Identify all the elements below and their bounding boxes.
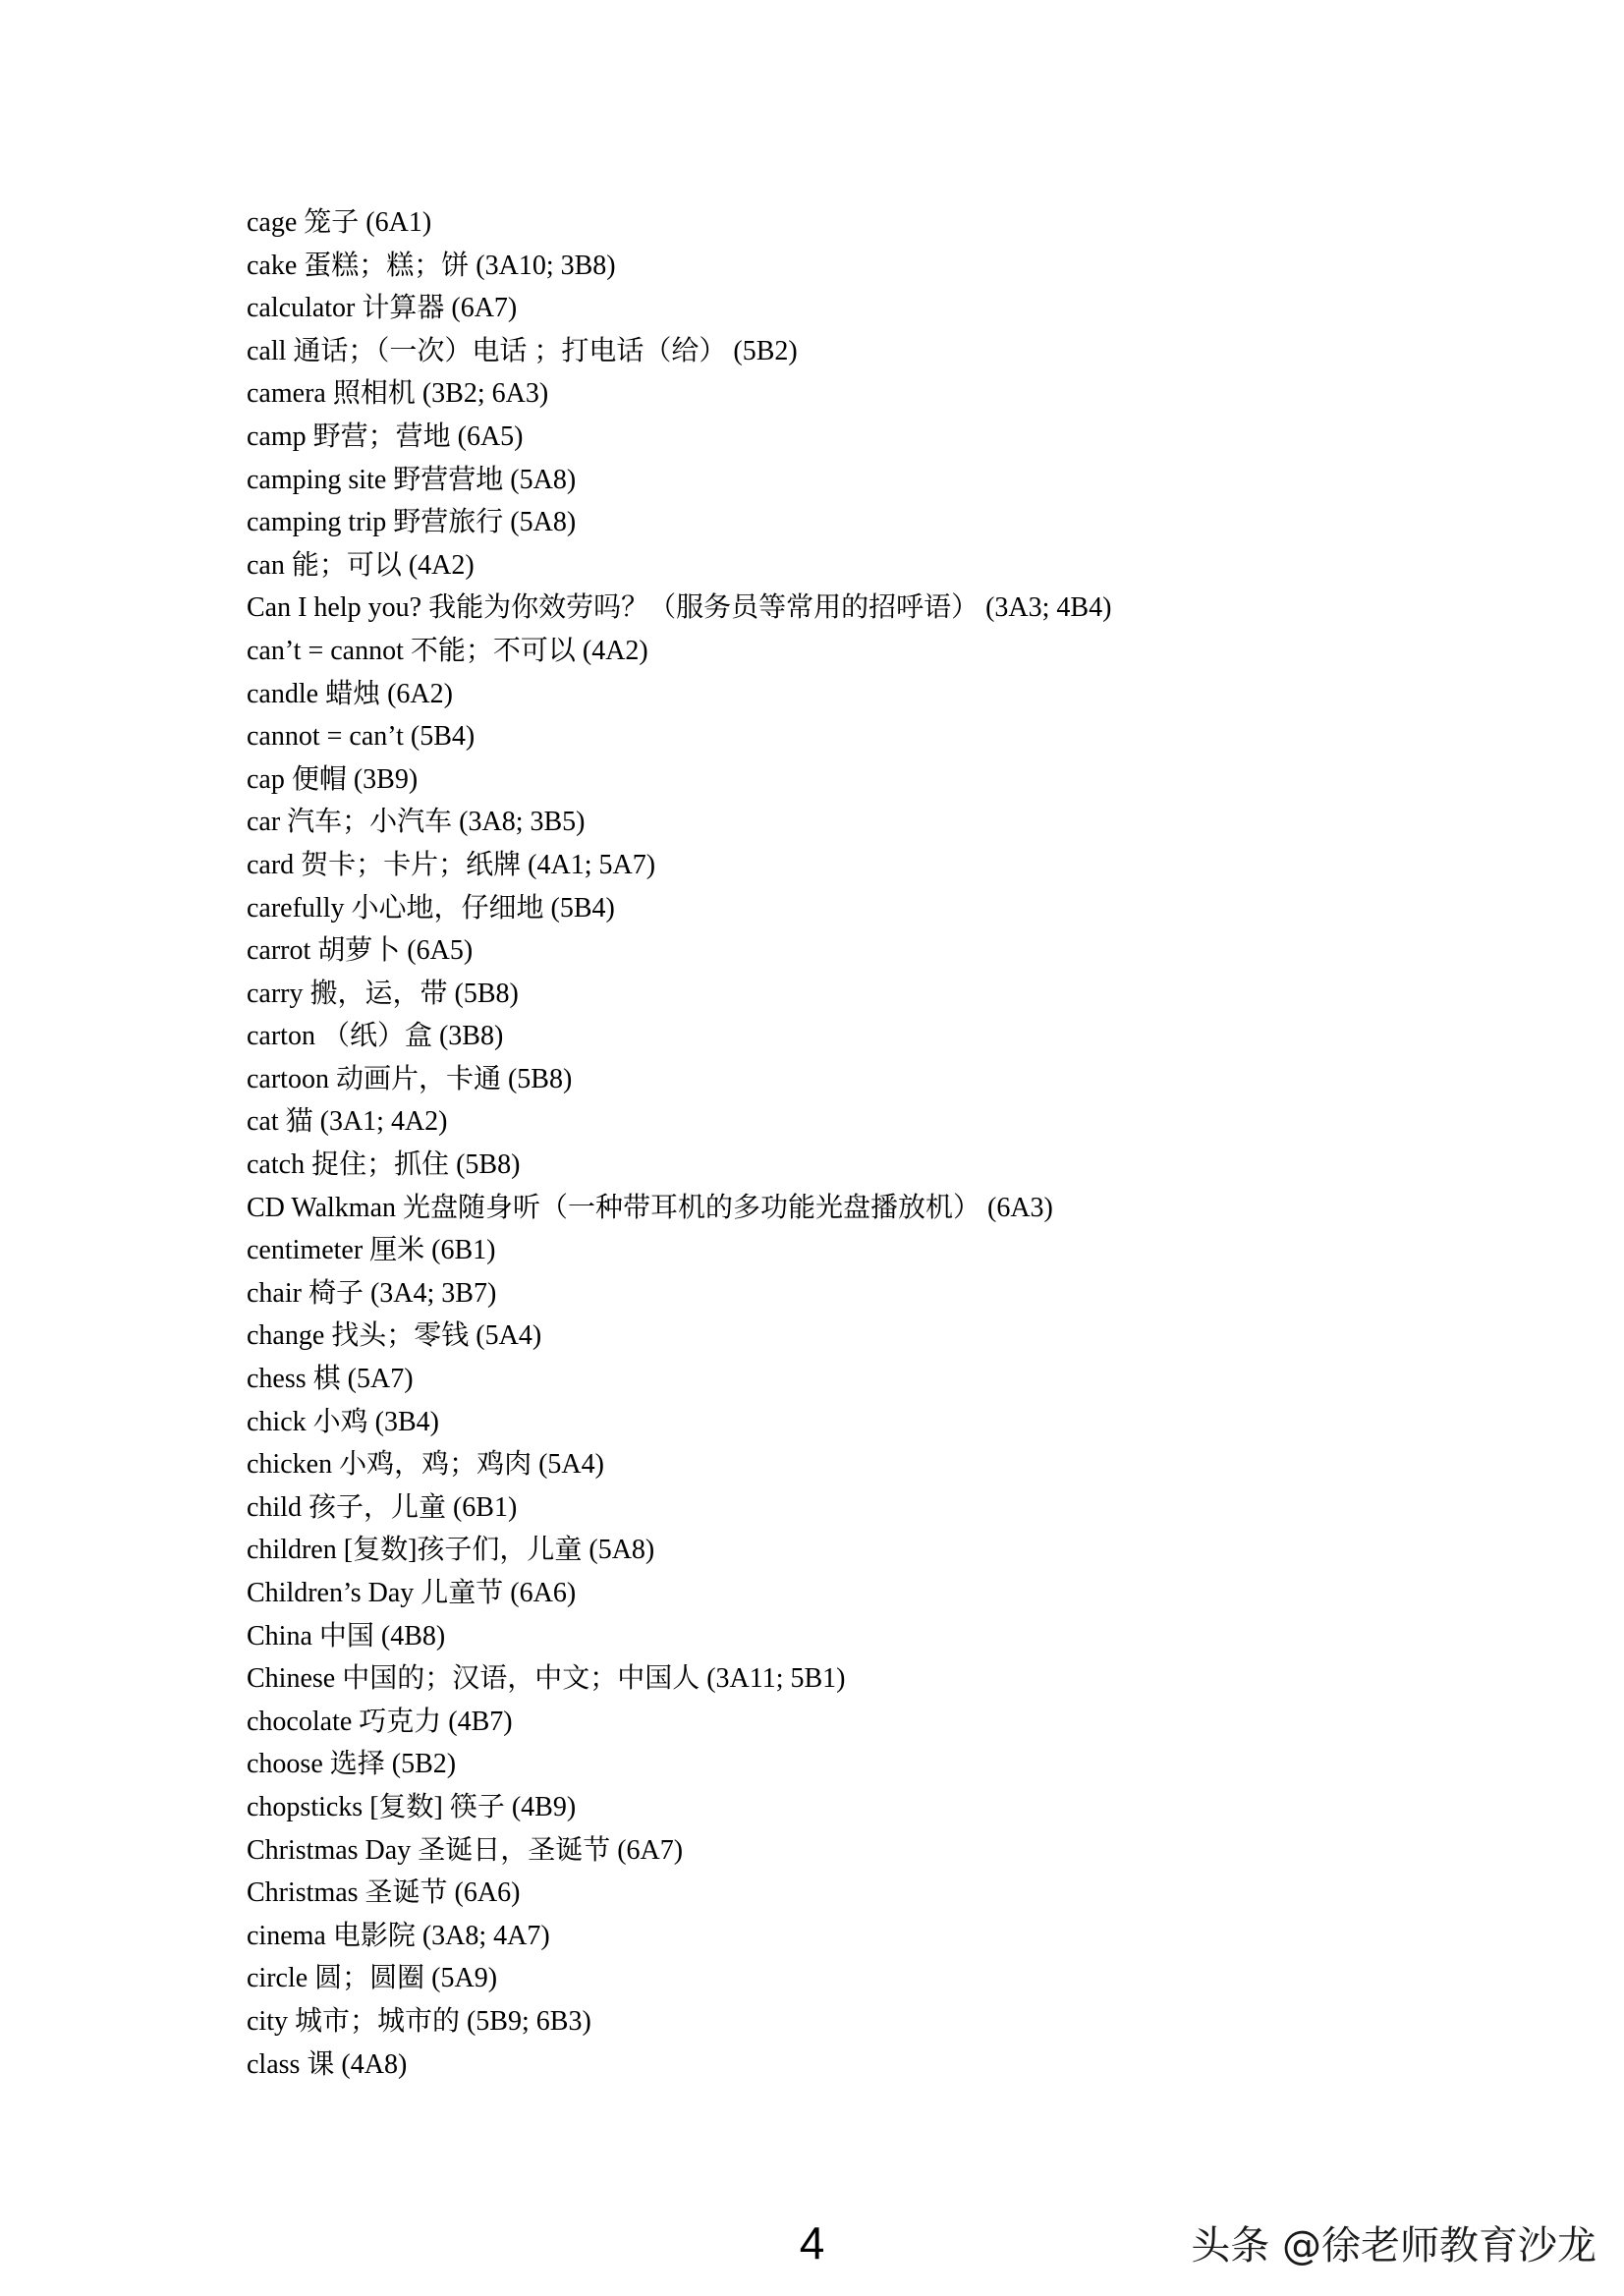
vocab-entry: cage 笼子 (6A1)	[247, 207, 432, 238]
vocab-entry: choose 选择 (5B2)	[247, 1749, 457, 1780]
vocab-entry: Chinese 中国的；汉语，中文；中国人 (3A11; 5B1)	[247, 1663, 846, 1695]
vocab-entry: camera 照相机 (3B2; 6A3)	[247, 378, 549, 410]
vocab-entry: CD Walkman 光盘随身听（一种带耳机的多功能光盘播放机） (6A3)	[247, 1192, 1053, 1223]
vocab-entry: cap 便帽 (3B9)	[247, 763, 419, 795]
vocab-entry: Children’s Day 儿童节 (6A6)	[247, 1578, 577, 1608]
vocab-entry: camp 野营；营地 (6A5)	[247, 420, 524, 452]
vocab-entry: cartoon 动画片，卡通 (5B8)	[247, 1063, 573, 1094]
vocab-entry: carefully 小心地，仔细地 (5B4)	[247, 892, 615, 924]
vocab-entry: centimeter 厘米 (6B1)	[247, 1235, 496, 1266]
vocab-entry: Christmas 圣诞节 (6A6)	[247, 1877, 521, 1909]
vocab-entry: class 课 (4A8)	[247, 2048, 408, 2080]
vocab-entry: Can I help you? 我能为你效劳吗？（服务员等常用的招呼语） (3A3; 4B4)	[247, 592, 1112, 624]
vocab-entry: camping site 野营营地 (5A8)	[247, 464, 577, 495]
vocab-entry: camping trip 野营旅行 (5A8)	[247, 507, 577, 538]
vocab-entry: China 中国 (4B8)	[247, 1620, 446, 1652]
vocab-entry: chopsticks [复数] 筷子 (4B9)	[247, 1791, 577, 1822]
vocab-entry: city 城市；城市的 (5B9; 6B3)	[247, 2005, 591, 2037]
vocab-entry: carton （纸）盒 (3B8)	[247, 1021, 504, 1052]
vocab-entry: chocolate 巧克力 (4B7)	[247, 1706, 513, 1737]
vocab-entry: candle 蜡烛 (6A2)	[247, 678, 453, 709]
vocab-entry: children [复数]孩子们，儿童 (5A8)	[247, 1535, 655, 1566]
vocab-entry: chess 棋 (5A7)	[247, 1364, 414, 1395]
vocab-entry: can’t = cannot 不能；不可以 (4A2)	[247, 635, 648, 666]
word-list	[247, 201, 1111, 2086]
vocab-entry: change 找头；零钱 (5A4)	[247, 1320, 542, 1352]
vocab-entry: chair 椅子 (3A4; 3B7)	[247, 1277, 497, 1309]
vocab-entry: Christmas Day 圣诞日，圣诞节 (6A7)	[247, 1834, 684, 1866]
vocab-entry: can 能；可以 (4A2)	[247, 549, 475, 581]
vocab-entry: cinema 电影院 (3A8; 4A7)	[247, 1920, 550, 1951]
vocab-entry: card 贺卡；卡片；纸牌 (4A1; 5A7)	[247, 849, 656, 880]
vocab-entry: car 汽车；小汽车 (3A8; 3B5)	[247, 807, 586, 838]
vocab-entry: carry 搬，运，带 (5B8)	[247, 978, 519, 1009]
vocab-entry: carrot 胡萝卜 (6A5)	[247, 935, 474, 967]
vocab-entry: child 孩子，儿童 (6B1)	[247, 1491, 518, 1523]
vocab-entry: circle 圆；圆圈 (5A9)	[247, 1963, 498, 1994]
vocab-entry: cannot = can’t (5B4)	[247, 721, 476, 753]
vocab-entry: cake 蛋糕；糕；饼 (3A10; 3B8)	[247, 250, 616, 281]
vocab-entry: chick 小鸡 (3B4)	[247, 1406, 439, 1437]
vocab-entry: calculator 计算器 (6A7)	[247, 293, 518, 324]
vocab-entry: chicken 小鸡，鸡；鸡肉 (5A4)	[247, 1449, 604, 1481]
watermark-text: 头条 @徐老师教育沙龙	[1191, 2223, 1596, 2268]
vocab-entry: cat 猫 (3A1; 4A2)	[247, 1106, 448, 1138]
vocab-entry: call 通话；（一次）电话 ；打电话（给） (5B2)	[247, 335, 798, 366]
page-number: 4	[799, 2217, 825, 2268]
vocab-entry: catch 捉住；抓住 (5B8)	[247, 1149, 521, 1181]
